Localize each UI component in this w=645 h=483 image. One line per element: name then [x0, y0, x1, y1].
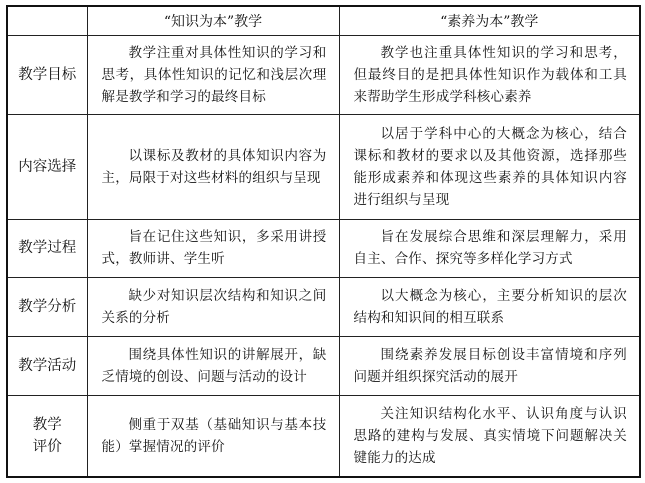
table-row — [7, 36, 640, 115]
knowledge-cell: 侧重于双基（基础知识与基本技能）掌握情况的评价 — [87, 396, 339, 477]
row-label: 教学过程 — [7, 219, 87, 277]
table-row — [7, 396, 640, 477]
row-label: 内容选择 — [7, 115, 87, 219]
table-row — [7, 115, 640, 219]
literacy-cell: 围绕素养发展目标创设丰富情境和序列问题并组织探究活动的展开 — [339, 336, 640, 395]
header-literacy-based: “素养为本”教学 — [339, 6, 640, 36]
knowledge-cell: 旨在记住这些知识，多采用讲授式，教师讲、学生听 — [87, 219, 339, 277]
comparison-table-container — [6, 5, 639, 478]
header-knowledge-based: “知识为本”教学 — [87, 6, 339, 36]
row-label: 教学目标 — [7, 36, 87, 115]
header-row — [7, 6, 640, 36]
row-label — [7, 396, 87, 477]
knowledge-cell: 缺少对知识层次结构和知识之间关系的分析 — [87, 278, 339, 336]
row-label: 教学活动 — [7, 336, 87, 395]
comparison-table — [6, 5, 641, 478]
table-row — [7, 219, 640, 277]
literacy-cell: 关注知识结构化水平、认识角度与认识思路的建构与发展、真实情境下问题解决关键能力的达成 — [339, 396, 640, 477]
table-row — [7, 336, 640, 395]
knowledge-cell: 教学注重对具体性知识的学习和思考，具体性知识的记忆和浅层次理解是教学和学习的最终目标 — [87, 36, 339, 115]
knowledge-cell: 以课标及教材的具体知识内容为主，局限于对这些材料的组织与呈现 — [87, 115, 339, 219]
table-row — [7, 278, 640, 336]
row-label: 教学分析 — [7, 278, 87, 336]
literacy-cell: 教学也注重具体性知识的学习和思考，但最终目的是把具体性知识作为载体和工具来帮助学生形成学科核心素养 — [339, 36, 640, 115]
literacy-cell: 旨在发展综合思维和深层理解力，采用自主、合作、探究等多样化学习方式 — [339, 219, 640, 277]
literacy-cell: 以大概念为核心，主要分析知识的层次结构和知识间的相互联系 — [339, 278, 640, 336]
knowledge-cell: 围绕具体性知识的讲解展开，缺乏情境的创设、问题与活动的设计 — [87, 336, 339, 395]
row-label-text: 教学评价 — [32, 417, 62, 456]
literacy-cell: 以居于学科中心的大概念为核心，结合课标和教材的要求以及其他资源，选择那些能形成素养和体现这些素养的具体知识内容进行组织与呈现 — [339, 115, 640, 219]
header-corner — [7, 6, 87, 36]
